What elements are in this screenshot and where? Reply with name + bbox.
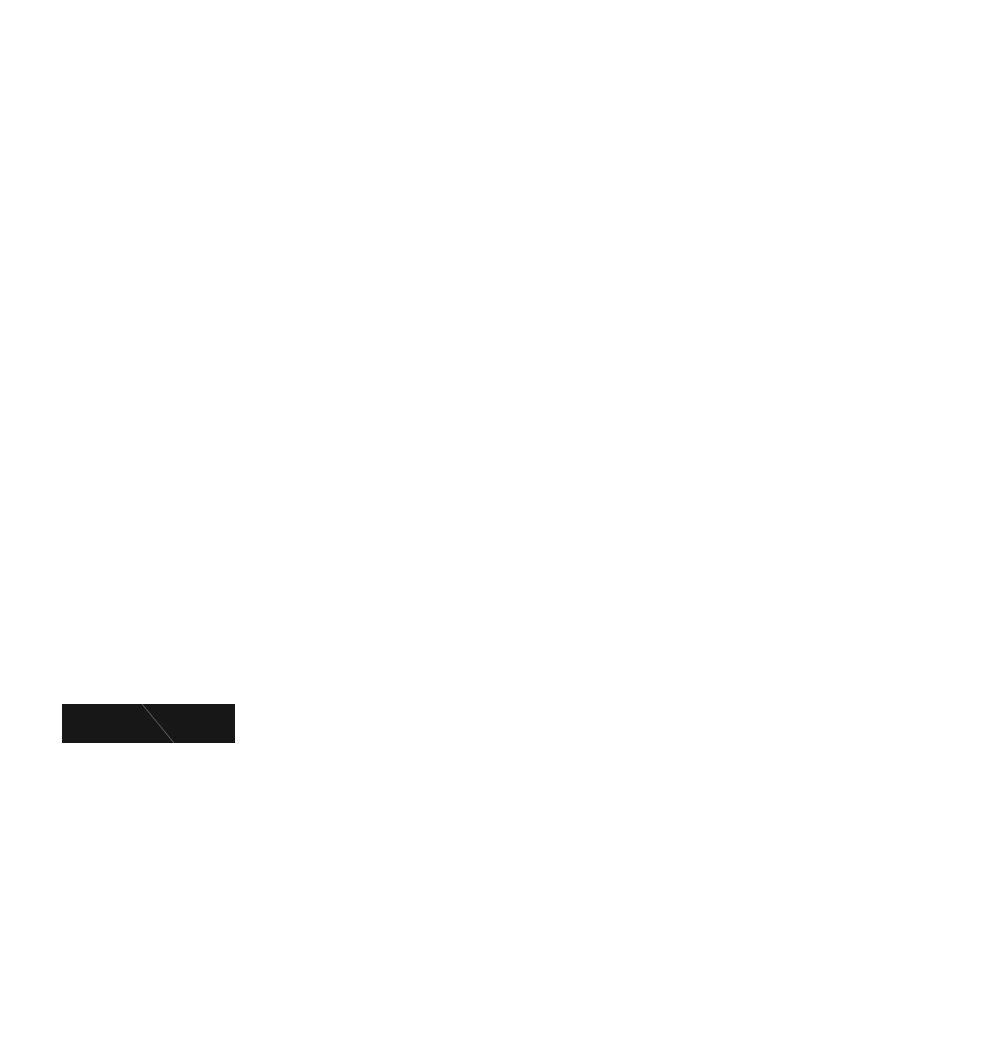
- corner-header: [62, 704, 235, 743]
- row-label-partial: [90, 0, 210, 12]
- corner-diagonal: [62, 704, 235, 743]
